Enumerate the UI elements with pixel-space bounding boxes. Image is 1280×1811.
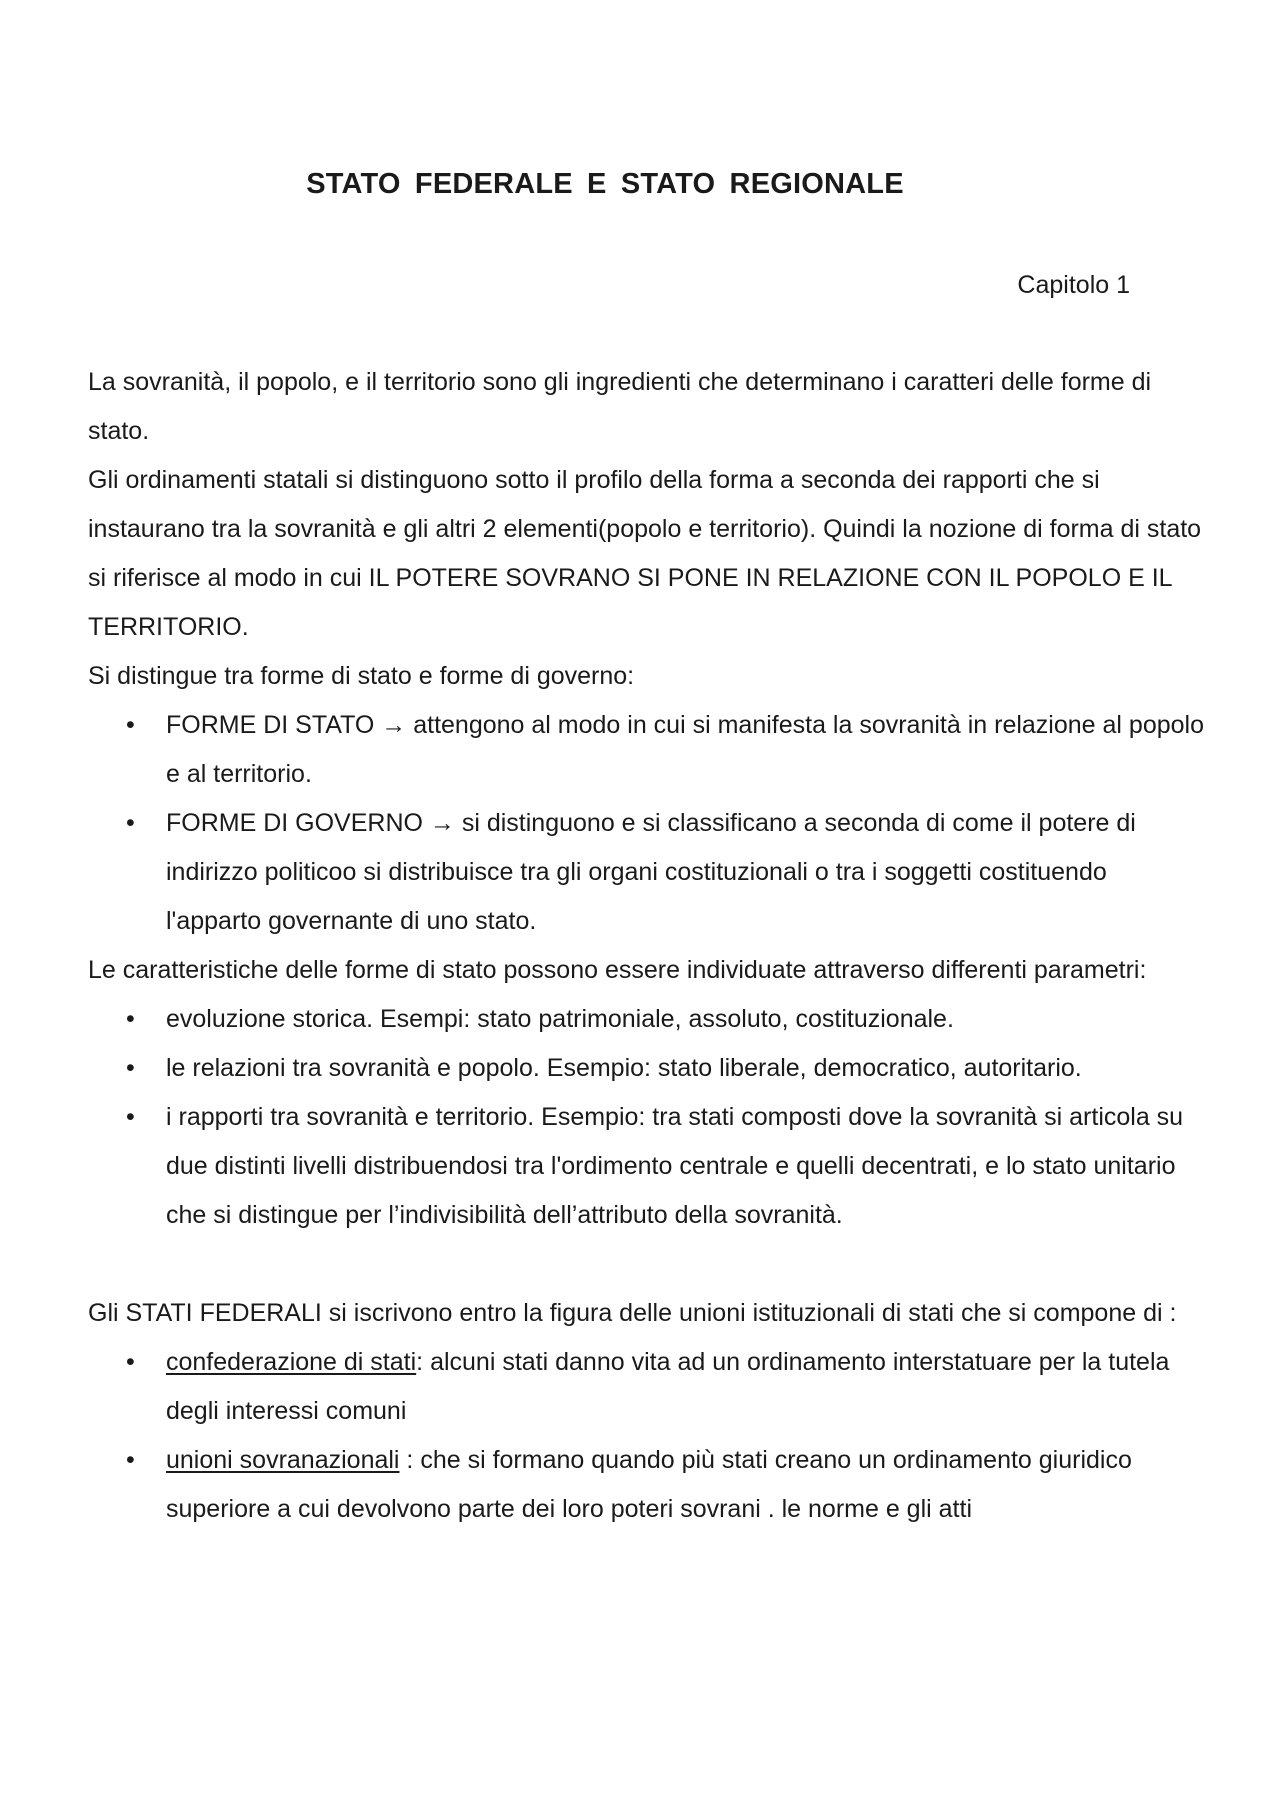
bullet-icon: • (126, 1446, 135, 1474)
bullet-icon: • (126, 809, 135, 837)
list-parametri (88, 995, 1208, 1240)
list-forme (88, 701, 1208, 946)
list-item-term: unioni sovranazionali (166, 1446, 400, 1474)
list-item (88, 995, 1208, 1044)
document-title: STATO FEDERALE E STATO REGIONALE (306, 168, 904, 200)
list-item (88, 1338, 1208, 1436)
list-item-text: FORME DI STATO → attengono al modo in cui si manifesta la sovranità in relazione al popolo e al territorio. (166, 711, 1204, 788)
paragraph-forme-distinzione: Si distingue tra forme di stato e forme di governo: (88, 662, 635, 690)
bullet-icon: • (126, 1348, 135, 1376)
paragraph-spacer (88, 1240, 1208, 1289)
list-item-text: FORME DI GOVERNO → si distinguono e si classificano a seconda di come il potere di indirizzo politicoo si distribuisce tra gli organi costituzionali o tra i soggetti costituendo l'apparto governante di uno stato. (166, 809, 1136, 935)
list-item-text: i rapporti tra sovranità e territorio. Esempio: tra stati composti dove la sovranità si articola su due distinti livelli distribuendosi tra l'ordimento centrale e quelli decentrati, e lo stato unitario che si distingue per l’indivisibilità dell’attributo della sovranità. (166, 1103, 1184, 1229)
bullet-icon: • (126, 1103, 135, 1131)
list-item (88, 799, 1208, 946)
chapter-label: Capitolo 1 (1017, 271, 1130, 299)
list-item-text: : alcuni stati danno vita ad un ordinamento interstatuare per la tutela degli interessi comuni (166, 1348, 1170, 1425)
list-item (88, 1093, 1208, 1240)
list-item (88, 1436, 1208, 1534)
paragraph-caratteristiche: Le caratteristiche delle forme di stato possono essere individuate attraverso differenti parametri: (88, 956, 1147, 984)
bullet-icon: • (126, 1054, 135, 1082)
bullet-icon: • (126, 711, 135, 739)
paragraph-ordinamenti: Gli ordinamenti statali si distinguono sotto il profilo della forma a seconda dei rapporti che si instaurano tra la sovranità e gli altri 2 elementi(popolo e territorio). Quindi la nozione di forma di stato si riferisce al modo in cui IL POTERE SOVRANO SI PONE IN RELAZIONE CON IL POPOLO E IL TERRITORIO. (88, 466, 1202, 641)
list-item-term: confederazione di stati (166, 1348, 417, 1376)
paragraph-intro: La sovranità, il popolo, e il territorio sono gli ingredienti che determinano i caratteri delle forme di stato. (88, 368, 1152, 445)
list-item-text: le relazioni tra sovranità e popolo. Esempio: stato liberale, democratico, autoritario. (166, 1054, 1082, 1082)
list-item (88, 1044, 1208, 1093)
document-body (88, 358, 1208, 1534)
list-item-text: evoluzione storica. Esempi: stato patrimoniale, assoluto, costituzionale. (166, 1005, 954, 1033)
list-unioni (88, 1338, 1208, 1534)
paragraph-stati-federali: Gli STATI FEDERALI si iscrivono entro la figura delle unioni istituzionali di stati che si compone di : (88, 1299, 1177, 1327)
list-item (88, 701, 1208, 799)
bullet-icon: • (126, 1005, 135, 1033)
list-item-text: : che si formano quando più stati creano un ordinamento giuridico superiore a cui devolvono parte dei loro poteri sovrani . le norme e gli atti (166, 1446, 1132, 1523)
